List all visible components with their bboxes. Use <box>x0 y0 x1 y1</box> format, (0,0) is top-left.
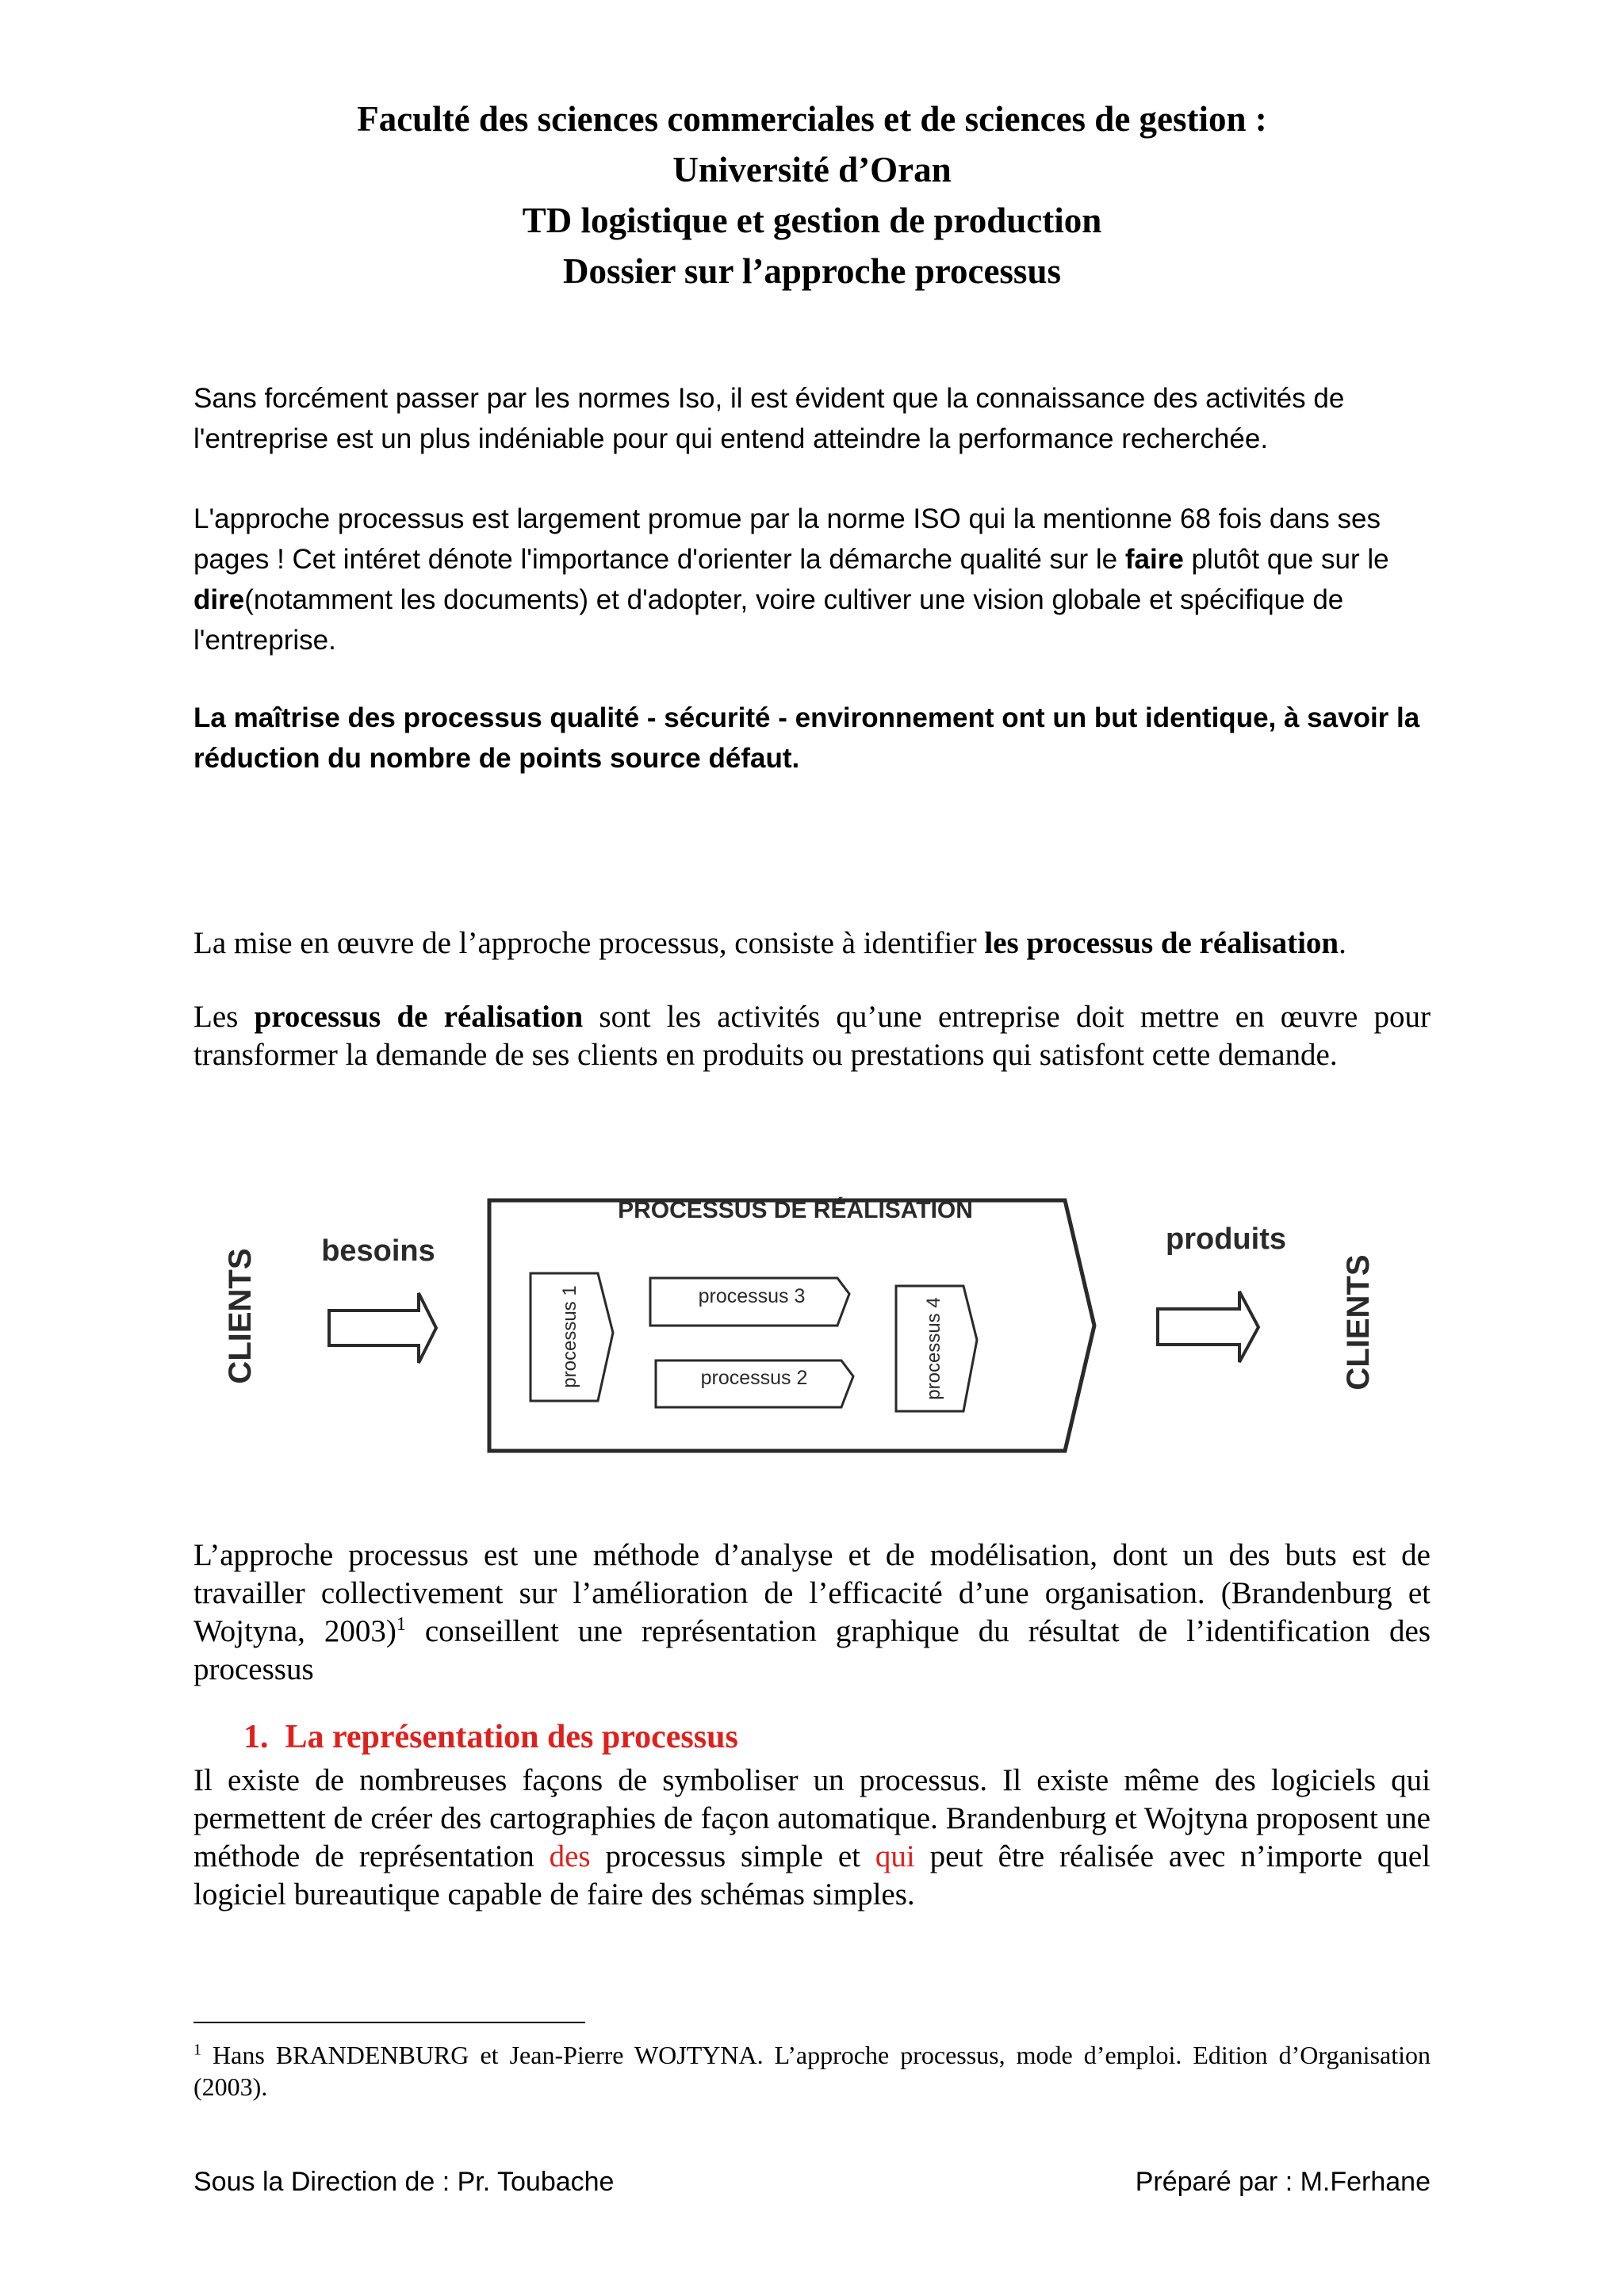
input-arrow-icon <box>329 1293 436 1363</box>
process-diagram <box>222 1181 1411 1467</box>
approach-paragraph: L’approche processus est une méthode d’analyse et de modélisation, dont un des buts est de travailler collectivement sur l’amélioration de l’efficacité d’une organisation. (Brandenburg et Wojtyna, 2003)$^1$ conseillent une représentation graphique du résultat de l’identification des processus <box>193 1538 1431 1686</box>
footnote-ref: 1 <box>396 1614 406 1635</box>
output-label: produits <box>1166 1223 1286 1256</box>
process-1-label: processus 1 <box>559 1285 580 1388</box>
intro-paragraph-1: Sans forcément passer par les normes Iso, il est évident que la connaissance des activités de l'entreprise est un plus indéniable pour qui entend atteindre la performance recherchée. <box>193 383 1345 454</box>
intro-paragraph-3-bold: La maîtrise des processus qualité - sécurité - environnement ont un but identique, à savoir la réduction du nombre de points source défaut. <box>193 702 1420 774</box>
keyword-faire: faire <box>1124 544 1184 575</box>
title-university: Université d’Oran <box>672 150 952 189</box>
footer-right: Préparé par : M.Ferhane <box>1135 2167 1431 2197</box>
process-4-label: processus 4 <box>923 1297 944 1400</box>
clients-left-label: CLIENTS <box>223 1248 258 1384</box>
footnote: $^1$ Hans BRANDENBURG et Jean-Pierre WOJTYNA. L’approche processus, mode d’emploi. Edition d’Organisation (2003). <box>193 2041 1431 2101</box>
section-heading <box>243 1716 738 1758</box>
footnote-mark: 1 <box>193 2041 201 2059</box>
intro-paragraph-2: L'approche processus est largement promue par la norme ISO qui la mentionne 68 fois dans ses pages ! Cet intéret dénote l'importance d'orienter la démarche qualité sur le faire plutôt que sur le dire(notamment les documents) et d'adopter, voire cultiver une vision globale et spécifique de l'entreprise. <box>193 503 1389 656</box>
process-2-label: processus 2 <box>700 1367 808 1389</box>
title-faculty: Faculté des sciences commerciales et de sciences de gestion : <box>357 99 1267 139</box>
realisation-paragraph-2: Les processus de réalisation sont les activités qu’une entreprise doit mettre en œuvre pour transformer la demande de ses clients en produits ou prestations qui satisfont cette demande. <box>193 1000 1431 1072</box>
footnote-divider <box>193 2022 585 2023</box>
process-3-label: processus 3 <box>698 1285 806 1307</box>
title-dossier: Dossier sur l’approche processus <box>563 251 1061 291</box>
input-label: besoins <box>321 1234 435 1268</box>
keyword-dire: dire <box>193 584 245 615</box>
clients-right-label: CLIENTS <box>1341 1254 1376 1391</box>
footer-left: Sous la Direction de : Pr. Toubache <box>193 2167 615 2197</box>
section-number: 1. <box>243 1719 269 1755</box>
process-box-title: PROCESSUS DE RÉALISATION <box>618 1197 973 1223</box>
title-course: TD logistique et gestion de production <box>522 201 1102 240</box>
page-title <box>0 94 1624 297</box>
realisation-paragraph-1: La mise en œuvre de l’approche processus, consiste à identifier les processus de réalisation. <box>193 926 1346 960</box>
section-paragraph: Il existe de nombreuses façons de symboliser un processus. Il existe même des logiciels qui permettent de créer des cartographies de façon automatique. Brandenburg et Wojtyna proposent une méthode de représentation des processus simple et qui peut être réalisée avec n’importe quel logiciel bureautique capable de faire des schémas simples. <box>193 1763 1431 1911</box>
section-title: La représentation des processus <box>285 1719 738 1755</box>
output-arrow-icon <box>1158 1292 1258 1362</box>
